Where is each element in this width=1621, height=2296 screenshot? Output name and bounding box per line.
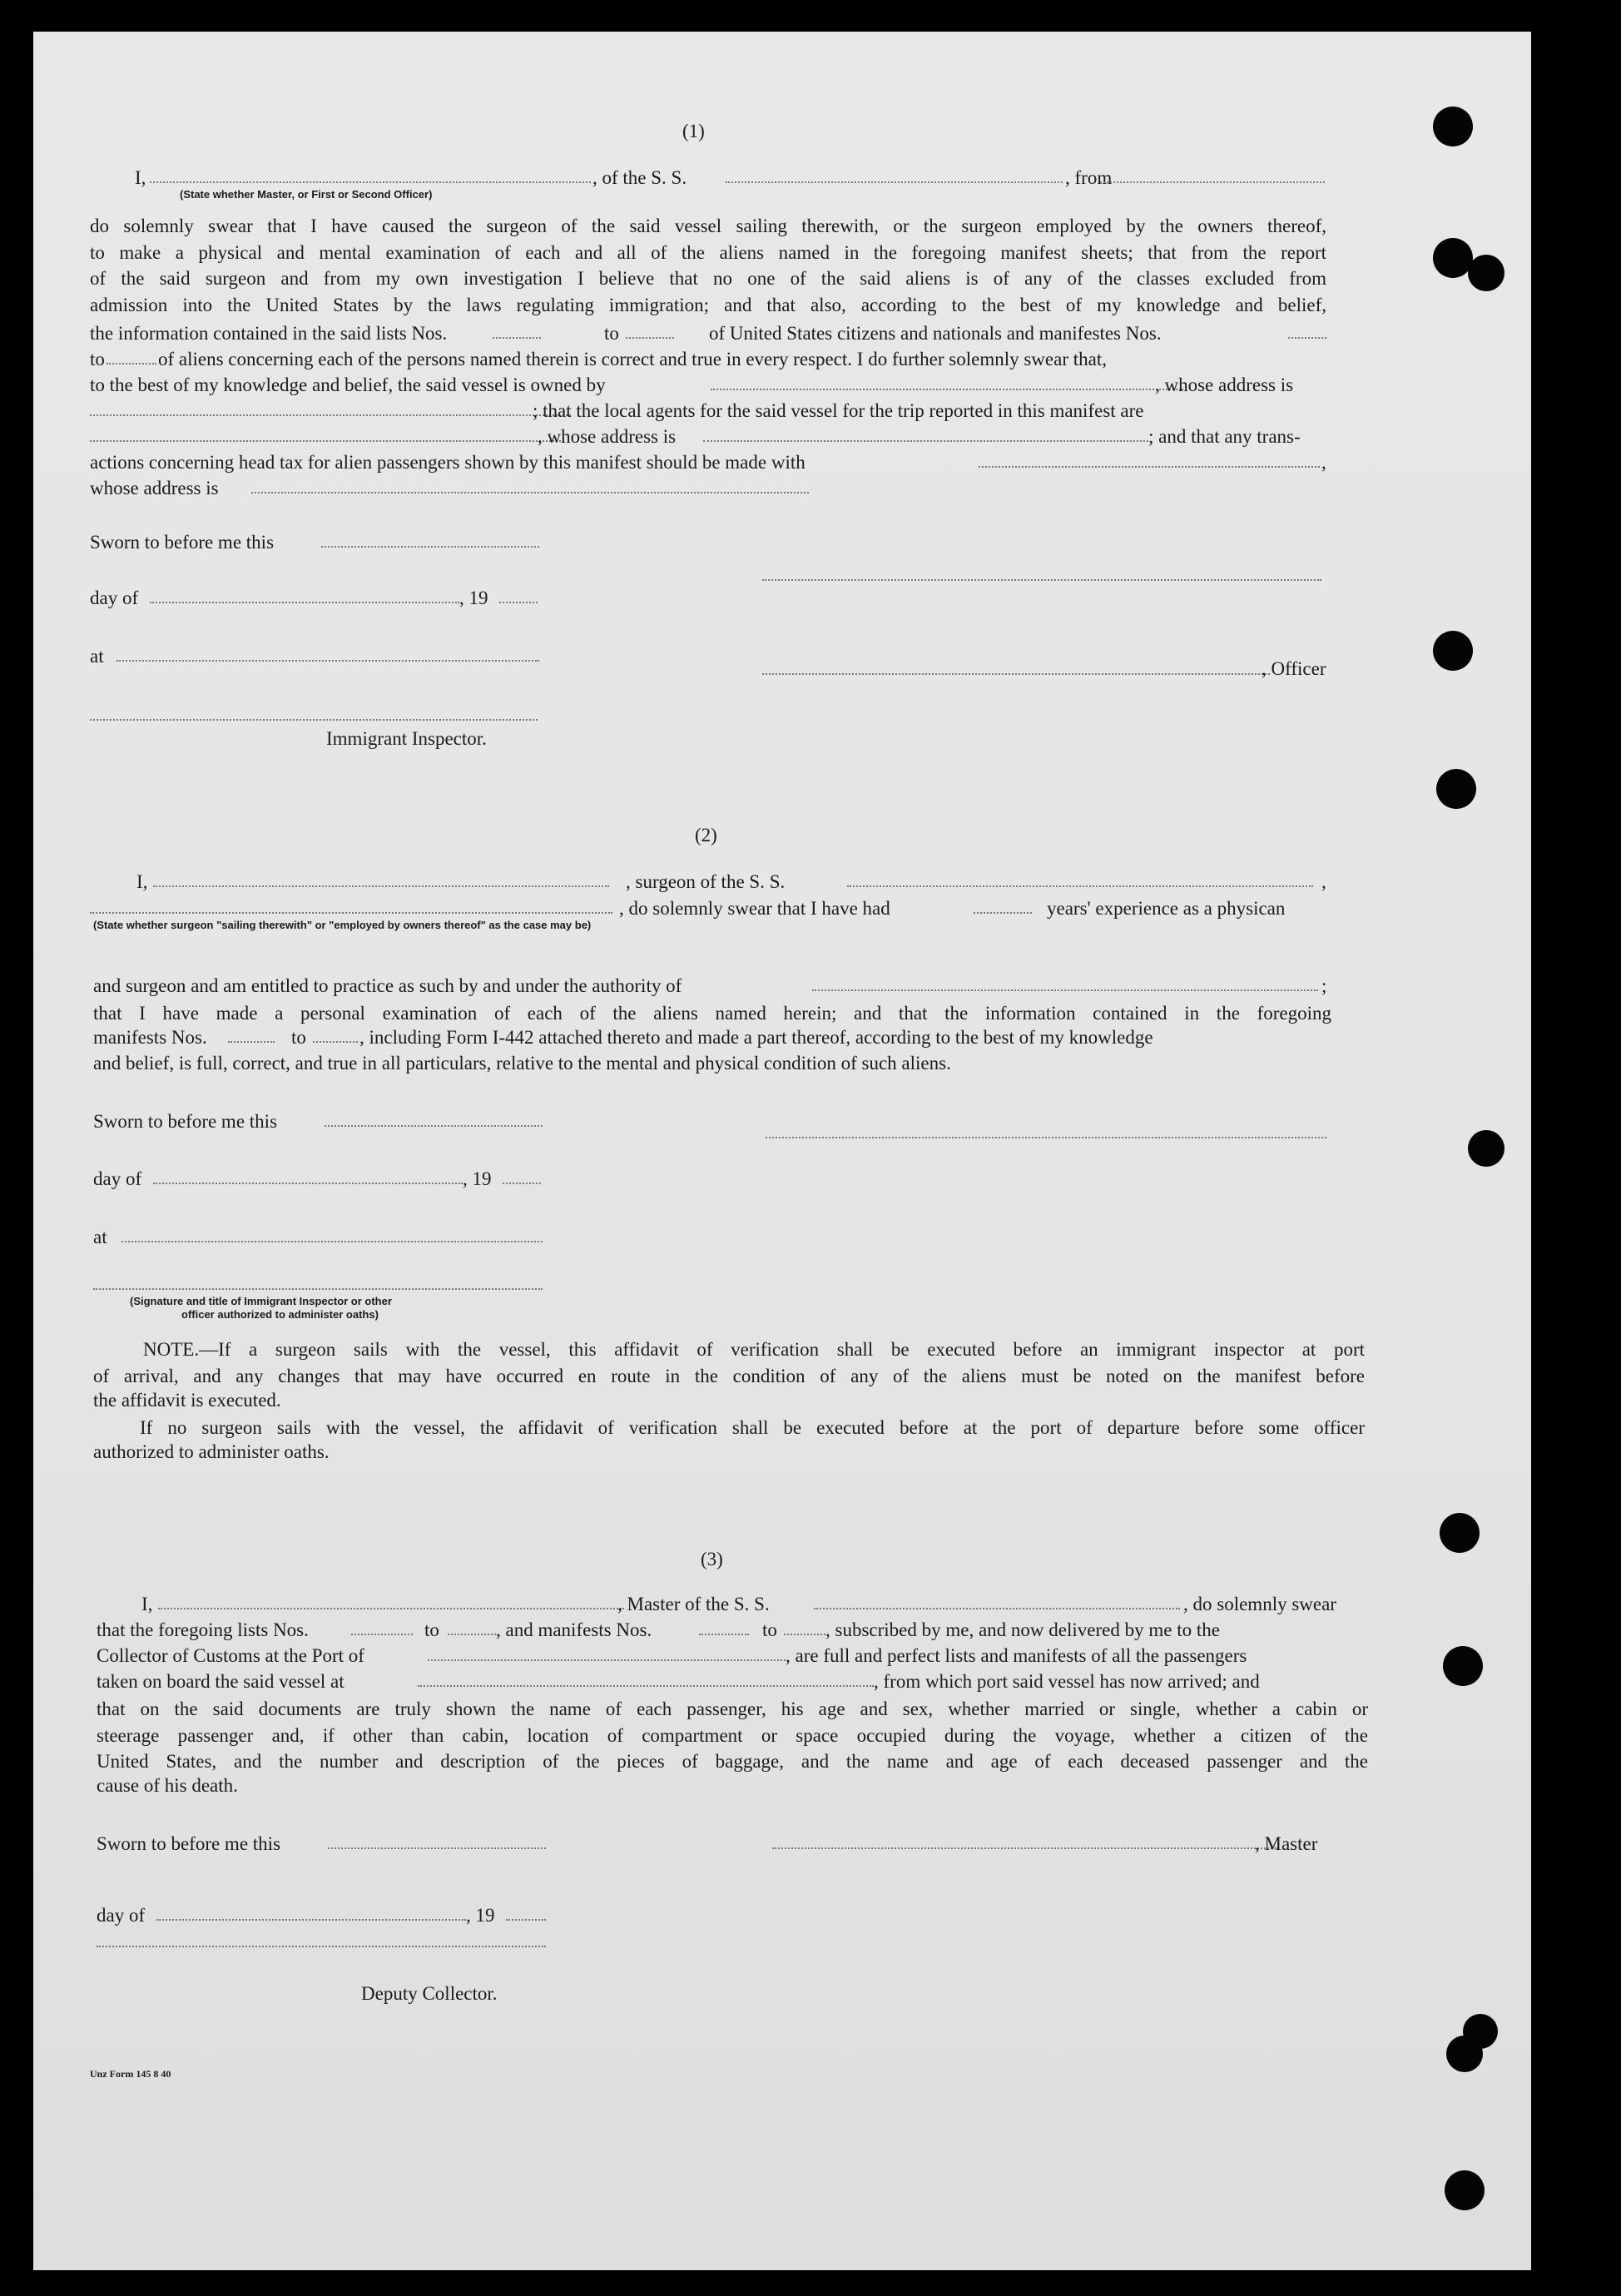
master-name-field[interactable]	[158, 1608, 624, 1609]
citizen-list-from-field[interactable]	[493, 337, 541, 339]
s2-sig-note-1: (Signature and title of Immigrant Inspector or other	[130, 1295, 392, 1307]
s3-year: , 19	[466, 1905, 495, 1926]
officer-rank-note: (State whether Master, or First or Second Officer)	[180, 188, 433, 201]
s3-line4a: taken on board the said vessel at	[97, 1671, 345, 1692]
s3-line: that on the said documents are truly shown the name of each passenger, his age and sex, whether married or single, whether a cabin or	[97, 1698, 1368, 1719]
s1-inspector-signature-line[interactable]	[90, 719, 538, 721]
head-tax-contact-field[interactable]	[979, 466, 1320, 468]
s3-deputy-label: Deputy Collector.	[361, 1983, 498, 2004]
s2-line3: and surgeon and am entitled to practice as such by and under the authority of	[93, 975, 682, 996]
s2-line5a: manifests Nos.	[93, 1027, 207, 1048]
s3-lists-from-field[interactable]	[351, 1634, 413, 1635]
vessel-owner-field[interactable]	[711, 389, 1183, 390]
s3-line2c: , and manifests Nos.	[496, 1619, 652, 1640]
s3-manifests-from-field[interactable]	[699, 1634, 749, 1635]
s2-note-line: NOTE.—If a surgeon sails with the vessel, this affidavit of verification shall be executed before an immigrant inspector at port	[143, 1339, 1365, 1360]
s1-day-of: day of	[90, 588, 139, 608]
boarding-port-field[interactable]	[418, 1685, 874, 1687]
alien-manifest-to-field[interactable]	[107, 363, 156, 364]
s1-line6a: to	[90, 349, 105, 369]
s1-place-field[interactable]	[116, 660, 539, 662]
s2-swear-b: years' experience as a physican	[1047, 898, 1286, 919]
years-experience-field[interactable]	[974, 912, 1032, 914]
section1-line: to make a physical and mental examination of each and all of the aliens named in the foregoing manifest sheets; that from the report	[90, 241, 1326, 263]
s1-line6b: of aliens concerning each of the persons named therein is correct and true in every respect. I do further solemnly swear that,	[158, 349, 1107, 369]
punch-hole	[1433, 107, 1473, 146]
s1-officer-label: , Officer	[1262, 658, 1326, 679]
s3-deputy-signature-line[interactable]	[97, 1946, 546, 1947]
s2-sig-note-2: officer authorized to administer oaths)	[181, 1308, 379, 1321]
s3-line3a: Collector of Customs at the Port of	[97, 1645, 364, 1666]
s2-month-field[interactable]	[153, 1183, 463, 1184]
s1-line8: ; that the local agents for the said vessel for the trip reported in this manifest are	[533, 400, 1144, 421]
ship-name-field[interactable]	[726, 181, 1063, 183]
punch-hole	[1433, 238, 1473, 278]
s2-line5b: to	[291, 1027, 306, 1048]
practice-authority-field[interactable]	[812, 989, 1318, 991]
punch-hole	[1440, 1513, 1480, 1553]
s2-year-field[interactable]	[503, 1183, 541, 1184]
officer-rank-field[interactable]	[150, 181, 591, 183]
s1-line5b: to	[604, 323, 619, 344]
s1-officer-signature-line[interactable]	[762, 579, 1321, 581]
s3-master-label: , Master	[1255, 1833, 1318, 1854]
agents-address-field[interactable]	[703, 440, 1148, 442]
s3-lists-to-field[interactable]	[448, 1634, 496, 1635]
s3-ship-name-field[interactable]	[814, 1608, 1180, 1609]
s1-year-field[interactable]	[499, 602, 538, 603]
s1-inspector-label: Immigrant Inspector.	[326, 728, 487, 749]
head-tax-address-field[interactable]	[251, 492, 809, 493]
s2-sworn-date-field[interactable]	[325, 1125, 543, 1127]
section1-line: admission into the United States by the laws regulating immigration; and that also, according to the best of my knowledge and belief,	[90, 294, 1326, 315]
s3-line-end: cause of his death.	[97, 1775, 238, 1796]
s2-line6: and belief, is full, correct, and true in all particulars, relative to the mental and physical condition of such aliens.	[93, 1053, 951, 1074]
s1-at: at	[90, 646, 104, 667]
s3-year-field[interactable]	[506, 1919, 546, 1921]
form-page: (1) I, , of the S. S. , from (State whether Master, or First or Second Officer) do solemnly swear that I have caused the surgeon of the said vessel sailing therewith, or the surgeon employed by the owners thereof, to make a physical and mental examination of each and all of the aliens named in the foregoing manifest sheets; that from the report of the said surgeon and from my own investigation I believe that no one of the said aliens is of any of the classes excluded from admission into the United States by the laws regulating immigration; and that also, according to the best of my knowledge and belief, the information contained in the said lists Nos. to of United States citizens and nationals and manifestes Nos. to of aliens concerning each of the persons named therein is correct and true in every respect. I do further solemnly swear that, to the best of my knowledge and belief, the said vessel is owned by , whose address is ; that the local agents for the said vessel for the trip reported in this manifest are , whose address is ; and that any trans- actions concerning head tax for alien passengers shown by this manifest should be made with , whose address is Sworn to before me this day of , 19 at , Officer Immigrant Inspector. (2) I, , surgeon of the S. S. , , do solemnly swear that I have had years' experience as a physican (State whether surgeon "sailing therewith" or "employed by owners thereof" as the case may be) and surgeon and am entitled to practice as such by and under the authority of ; that I have made a personal examination of each of the aliens named herein; and that the information contained in the foregoing manifests Nos. to , including Form I-442 attached thereto and made a part thereof, according to the best of my knowledge and belief, is full, correct, and true in all particulars, relative to the mental and physical condition of such aliens. Sworn to before me this day of , 19 at (Signature and title of Immigrant Inspector or other officer authorized to administer oaths) NOTE.—If a surgeon sails with the vessel, this affidavit of verification shall be executed before an immigrant inspector at port of arrival, and any changes that may have occurred en route in the condition of any of the aliens must be noted on the manifest before the affidavit is executed. If no surgeon sails with the vessel, the affidavit of verification shall be executed before at the port of departure before some officer authorized to administer oaths. (3) I, , Master of the S. S. , do solemnly swear that the foregoing lists Nos. to , and manifests Nos. to , subscribed by me, and now delivered by me to the Collector of Customs at the Port of , are full and perfect lists and manifests of all the passengers taken on board the said vessel at , from which port said vessel has now arrived; and that on the said documents are truly shown the name of each passenger, his age and sex, whether married or single, whether a cabin or steerage passenger and, if other than cabin, location of compartment or space occupied during the voyage, whether a citizen of the United States, and the number and description of the pieces of baggage, and the name and age of each deceased passenger and the cause of his death. Sworn to before me this , Master day of , 19 Deputy Collector. Unz Form 145 8 40	[33, 32, 1531, 2270]
section3-master-of: , Master of the S. S.	[617, 1594, 770, 1614]
collector-port-field[interactable]	[428, 1659, 786, 1661]
s2-surgeon-signature-line[interactable]	[766, 1137, 1326, 1138]
s2-swear-a: , do solemnly swear that I have had	[619, 898, 890, 919]
punch-hole	[1468, 1130, 1505, 1167]
s3-line2a: that the foregoing lists Nos.	[97, 1619, 309, 1640]
owner-address-field[interactable]	[90, 414, 571, 416]
section1-i-label: I,	[135, 167, 146, 188]
section1-line: do solemnly swear that I have caused the surgeon of the said vessel sailing therewith, or the surgeon employed by the owners thereof,	[90, 216, 1326, 236]
s1-line9b: ; and that any trans-	[1148, 426, 1301, 447]
s3-line2d: to	[762, 1619, 777, 1640]
s3-line: United States, and the number and description of the pieces of baggage, and the name and age of each deceased passenger and the	[97, 1751, 1368, 1772]
surgeon-name-field[interactable]	[153, 885, 609, 887]
section3-do-swear: , do solemnly swear	[1183, 1594, 1336, 1614]
form-id: Unz Form 145 8 40	[90, 2068, 171, 2080]
section2-surgeon-of: , surgeon of the S. S.	[626, 871, 786, 892]
section3-i-label: I,	[141, 1594, 153, 1614]
s1-year: , 19	[459, 588, 488, 608]
s1-line9a: , whose address is	[538, 426, 677, 447]
from-port-field[interactable]	[1100, 181, 1325, 183]
s2-note-end: the affidavit is executed.	[93, 1390, 281, 1411]
local-agents-field[interactable]	[90, 440, 564, 442]
s1-officer-name-line[interactable]	[762, 673, 1270, 675]
s2-line4: that I have made a personal examination of each of the aliens named herein; and that the information contained in the foregoing	[93, 1003, 1331, 1024]
surgeon-status-field[interactable]	[90, 912, 612, 914]
s3-sworn-date-field[interactable]	[328, 1847, 546, 1849]
punch-hole	[1445, 2170, 1485, 2210]
s2-ship-name-field[interactable]	[847, 885, 1313, 887]
s2-manifest-to-field[interactable]	[313, 1041, 358, 1043]
section2-number: (2)	[695, 825, 717, 846]
punch-hole	[1436, 769, 1476, 809]
section1-of-ss: , of the S. S.	[592, 167, 687, 188]
s1-sworn: Sworn to before me this	[90, 532, 275, 553]
s3-month-field[interactable]	[156, 1919, 466, 1921]
punch-hole	[1463, 2014, 1498, 2049]
s2-day-of: day of	[93, 1168, 142, 1189]
s1-line5a: the information contained in the said lists Nos.	[90, 323, 448, 344]
section1-from: , from	[1065, 167, 1113, 188]
s3-master-signature-line[interactable]	[772, 1847, 1278, 1849]
s3-line: steerage passenger and, if other than cabin, location of compartment or space occupied during the voyage, whether a citizen of the	[97, 1724, 1368, 1746]
s2-manifest-from-field[interactable]	[228, 1041, 275, 1043]
s1-line10: actions concerning head tax for alien passengers shown by this manifest should be made with	[90, 452, 806, 473]
s2-note-line: of arrival, and any changes that may have occurred en route in the condition of any of the aliens must be noted on the manifest before	[93, 1365, 1365, 1386]
s2-note2-line2: authorized to administer oaths.	[93, 1441, 330, 1462]
s1-line7b: , whose address is	[1155, 374, 1294, 395]
s2-line5c: , including Form I-442 attached thereto and made a part thereof, according to the best of my knowledge	[359, 1027, 1153, 1048]
surgeon-status-note: (State whether surgeon "sailing therewith" or "employed by owners thereof" as the case may be)	[93, 919, 592, 931]
section1-line: of the said surgeon and from my own investigation I believe that no one of the said aliens is of any of the classes excluded from	[90, 268, 1326, 289]
section2-i-label: I,	[136, 871, 148, 892]
s3-manifests-to-field[interactable]	[784, 1634, 825, 1635]
citizen-list-to-field[interactable]	[626, 337, 674, 339]
s2-inspector-signature-line[interactable]	[93, 1288, 543, 1290]
s2-place-field[interactable]	[121, 1241, 543, 1242]
punch-hole	[1468, 255, 1505, 291]
s3-line2e: , subscribed by me, and now delivered by me to the	[825, 1619, 1220, 1640]
s3-sworn: Sworn to before me this	[97, 1833, 281, 1854]
s2-at: at	[93, 1227, 107, 1247]
s1-sworn-date-field[interactable]	[321, 546, 539, 548]
s1-line7a: to the best of my knowledge and belief, the said vessel is owned by	[90, 374, 606, 395]
section1-oath-text	[90, 213, 1326, 318]
s1-line5c: of United States citizens and nationals and manifestes Nos.	[709, 323, 1162, 344]
punch-hole	[1443, 1646, 1483, 1686]
alien-manifest-from-field[interactable]	[1288, 337, 1326, 339]
s3-line2b: to	[424, 1619, 439, 1640]
s3-line4b: , from which port said vessel has now arrived; and	[874, 1671, 1260, 1692]
s3-line3b: , are full and perfect lists and manifests of all the passengers	[786, 1645, 1247, 1666]
s2-note2-line1: If no surgeon sails with the vessel, the affidavit of verification shall be executed before at the port of departure before some officer	[140, 1417, 1365, 1438]
s3-day-of: day of	[97, 1905, 146, 1926]
section1-number: (1)	[682, 121, 705, 141]
s1-line11: whose address is	[90, 478, 219, 498]
section3-number: (3)	[701, 1549, 723, 1570]
s1-month-field[interactable]	[150, 602, 459, 603]
punch-hole	[1433, 631, 1473, 671]
s2-year: , 19	[463, 1168, 492, 1189]
s2-sworn: Sworn to before me this	[93, 1111, 278, 1132]
